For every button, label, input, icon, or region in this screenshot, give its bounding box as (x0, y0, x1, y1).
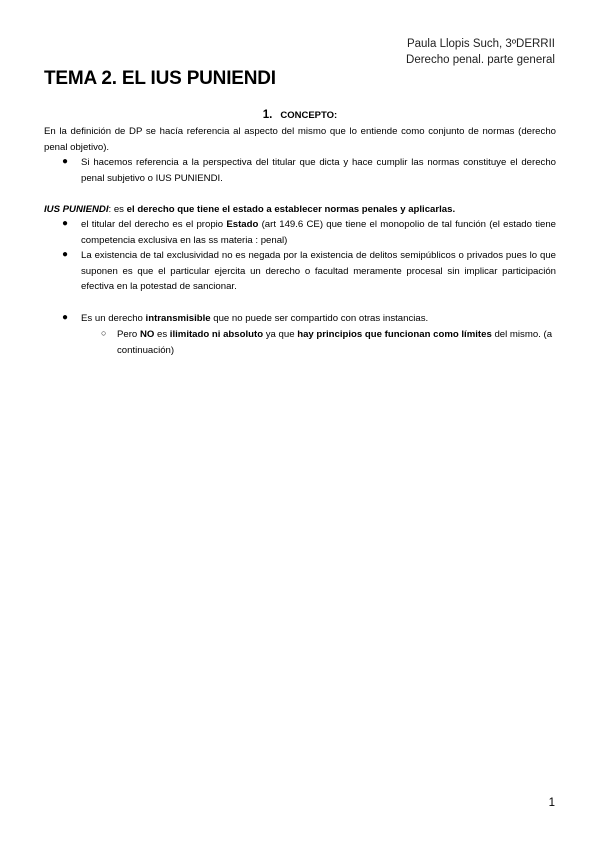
ius-puniendi-definition (44, 202, 556, 218)
page-header (406, 36, 555, 68)
bullet-icon: ● (62, 218, 69, 229)
bullet-icon: ● (62, 156, 69, 167)
bullet-icon: ● (62, 249, 69, 260)
section-label: CONCEPTO: (280, 110, 338, 121)
header-subject: Derecho penal. parte general (406, 54, 555, 66)
definition-term: IUS PUNIENDI (44, 204, 109, 215)
definition-text: el derecho que tiene el estado a establecer normas penales y aplicarlas. (126, 204, 456, 215)
text-span: ya que (263, 329, 298, 340)
text-span-bold: ilimitado ni absoluto (169, 329, 264, 340)
text-span-bold: NO (139, 329, 155, 340)
bullet-titular (81, 217, 556, 248)
header-author: Paula Llopis Such, 3ºDERRII (406, 38, 555, 50)
sub-bullet-icon: ○ (101, 328, 107, 338)
bullet-icon: ● (62, 312, 69, 323)
page-number: 1 (548, 797, 555, 809)
sub-bullet-limits (117, 327, 557, 358)
bullet-subjective: Si hacemos referencia a la perspectiva del titular que dicta y hace cumplir las normas constituye el derecho penal subjetivo o IUS PUNIENDI. (81, 157, 556, 184)
text-span: del mismo. (a continuación) (117, 329, 553, 356)
bullet-intransmisible (81, 311, 556, 327)
intro-paragraph: En la definición de DP se hacía referencia al aspecto del mismo que lo entiende como conjunto de normas (derecho penal objetivo). (44, 126, 556, 153)
text-span-bold: hay principios que funcionan como límites (297, 329, 492, 340)
bullet-exclusividad: La existencia de tal exclusividad no es negada por la existencia de delitos semipúblicos o privados pues lo que suponen es que el particular ejercita un derecho o facultad meramente procesal sin implicar participación efectiva en la potestad de sancionar. (81, 250, 556, 292)
text-span: Es un derecho (81, 313, 146, 324)
text-span: que no puede ser compartido con otras instancias. (210, 313, 429, 324)
section-heading (0, 109, 600, 121)
text-span-bold: Estado (226, 219, 259, 230)
document-title: TEMA 2. EL IUS PUNIENDI (44, 68, 276, 89)
section-number: 1. (262, 109, 273, 121)
text-span: (art 149.6 CE) que tiene el monopolio de tal función (el estado tiene competencia exclusiva en las ss materia : penal) (81, 219, 556, 246)
definition-sep: : es (108, 204, 127, 215)
text-span: el titular del derecho es el propio (81, 219, 227, 230)
text-span: es (154, 329, 170, 340)
text-span: Pero (117, 329, 140, 340)
text-span-bold: intransmisible (145, 313, 211, 324)
